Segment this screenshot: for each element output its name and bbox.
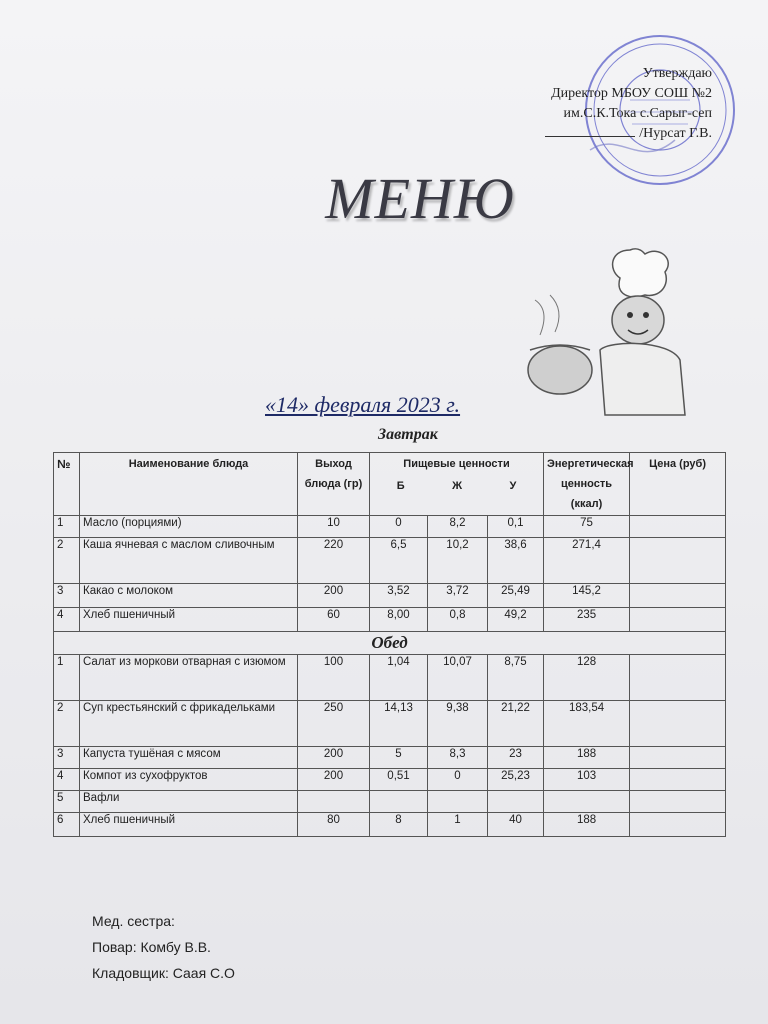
dish-yield: 220 (298, 538, 370, 584)
fat-value: 3,72 (428, 584, 488, 608)
carbs-value: 21,22 (488, 701, 544, 747)
dish-yield: 80 (298, 813, 370, 837)
price-value (630, 516, 726, 538)
approve-line-1: Утверждаю (642, 66, 712, 81)
col-energy: Энергетическая ценность (ккал) (544, 453, 630, 516)
row-number: 4 (54, 608, 80, 632)
col-nutrition (370, 453, 544, 516)
energy-value: 145,2 (544, 584, 630, 608)
signature-line (545, 136, 635, 137)
approve-line-4: /Нурсат Г.В. (639, 126, 712, 141)
protein-value: 3,52 (370, 584, 428, 608)
dish-yield: 200 (298, 584, 370, 608)
energy-value (544, 791, 630, 813)
lunch-heading: Обед (54, 632, 726, 655)
approve-line-2: Директор МБОУ СОШ №2 (551, 86, 712, 101)
price-value (630, 791, 726, 813)
protein-value: 5 (370, 747, 428, 769)
col-yield: Выход блюда (гр) (298, 453, 370, 516)
col-price: Цена (руб) (630, 453, 726, 516)
table-row (54, 747, 726, 769)
row-number: 3 (54, 747, 80, 769)
dish-yield: 200 (298, 769, 370, 791)
col-carbs: У (509, 480, 517, 492)
table-row (54, 769, 726, 791)
table-row (54, 701, 726, 747)
breakfast-heading: Завтрак (378, 426, 438, 443)
carbs-value: 40 (488, 813, 544, 837)
price-value (630, 584, 726, 608)
carbs-value: 25,49 (488, 584, 544, 608)
row-number: 5 (54, 791, 80, 813)
price-value (630, 608, 726, 632)
protein-value: 6,5 (370, 538, 428, 584)
price-value (630, 747, 726, 769)
energy-value: 128 (544, 655, 630, 701)
fat-value: 0 (428, 769, 488, 791)
energy-value: 103 (544, 769, 630, 791)
table-row (54, 813, 726, 837)
menu-table (53, 452, 726, 837)
energy-value: 188 (544, 813, 630, 837)
carbs-value: 49,2 (488, 608, 544, 632)
row-number: 2 (54, 701, 80, 747)
energy-value: 271,4 (544, 538, 630, 584)
carbs-value: 38,6 (488, 538, 544, 584)
approval-block (545, 64, 712, 144)
table-row (54, 584, 726, 608)
lunch-section-row (54, 632, 726, 655)
dish-name: Масло (порциями) (80, 516, 298, 538)
nutrition-label: Пищевые ценности (403, 458, 510, 470)
row-number: 1 (54, 516, 80, 538)
dish-name: Каша ячневая с маслом сливочным (80, 538, 298, 584)
row-number: 3 (54, 584, 80, 608)
dish-name: Хлеб пшеничный (80, 608, 298, 632)
fat-value: 0,8 (428, 608, 488, 632)
dish-yield: 60 (298, 608, 370, 632)
row-number: 4 (54, 769, 80, 791)
price-value (630, 538, 726, 584)
table-row (54, 791, 726, 813)
row-number: 6 (54, 813, 80, 837)
protein-value: 8,00 (370, 608, 428, 632)
protein-value: 8 (370, 813, 428, 837)
carbs-value (488, 791, 544, 813)
page-title: МЕНЮ (325, 166, 515, 231)
protein-value: 0 (370, 516, 428, 538)
protein-value: 0,51 (370, 769, 428, 791)
protein-value (370, 791, 428, 813)
signatures-block (92, 908, 235, 986)
dish-yield: 250 (298, 701, 370, 747)
carbs-value: 23 (488, 747, 544, 769)
dish-name: Какао с молоком (80, 584, 298, 608)
dish-name: Компот из сухофруктов (80, 769, 298, 791)
col-num: № (54, 453, 80, 516)
dish-yield: 100 (298, 655, 370, 701)
energy-value: 188 (544, 747, 630, 769)
fat-value: 1 (428, 813, 488, 837)
fat-value: 8,2 (428, 516, 488, 538)
dish-name: Капуста тушёная с мясом (80, 747, 298, 769)
dish-name: Суп крестьянский с фрикадельками (80, 701, 298, 747)
row-number: 1 (54, 655, 80, 701)
row-number: 2 (54, 538, 80, 584)
carbs-value: 8,75 (488, 655, 544, 701)
approve-line-3: им.С.К.Тока с.Сарыг-сеп (563, 106, 712, 121)
carbs-value: 0,1 (488, 516, 544, 538)
fat-value (428, 791, 488, 813)
fat-value: 10,2 (428, 538, 488, 584)
price-value (630, 813, 726, 837)
dish-name: Салат из моркови отварная с изюмом (80, 655, 298, 701)
energy-value: 235 (544, 608, 630, 632)
col-fat: Ж (452, 480, 463, 492)
col-protein: Б (396, 480, 405, 492)
dish-name: Хлеб пшеничный (80, 813, 298, 837)
fat-value: 9,38 (428, 701, 488, 747)
storekeeper-line: Кладовщик: Саая С.О (92, 965, 235, 981)
table-row (54, 516, 726, 538)
fat-value: 10,07 (428, 655, 488, 701)
dish-yield (298, 791, 370, 813)
dish-yield: 10 (298, 516, 370, 538)
fat-value: 8,3 (428, 747, 488, 769)
menu-date: «14» февраля 2023 г. (265, 392, 461, 417)
carbs-value: 25,23 (488, 769, 544, 791)
price-value (630, 655, 726, 701)
protein-value: 1,04 (370, 655, 428, 701)
table-row (54, 538, 726, 584)
table-row (54, 655, 726, 701)
col-name: Наименование блюда (80, 453, 298, 516)
chef-illustration (520, 240, 700, 420)
protein-value: 14,13 (370, 701, 428, 747)
nurse-line: Мед. сестра: (92, 913, 175, 929)
energy-value: 75 (544, 516, 630, 538)
cook-line: Повар: Комбу В.В. (92, 939, 211, 955)
dish-name: Вафли (80, 791, 298, 813)
table-row (54, 608, 726, 632)
energy-value: 183,54 (544, 701, 630, 747)
table-header-row (54, 453, 726, 516)
price-value (630, 769, 726, 791)
dish-yield: 200 (298, 747, 370, 769)
price-value (630, 701, 726, 747)
